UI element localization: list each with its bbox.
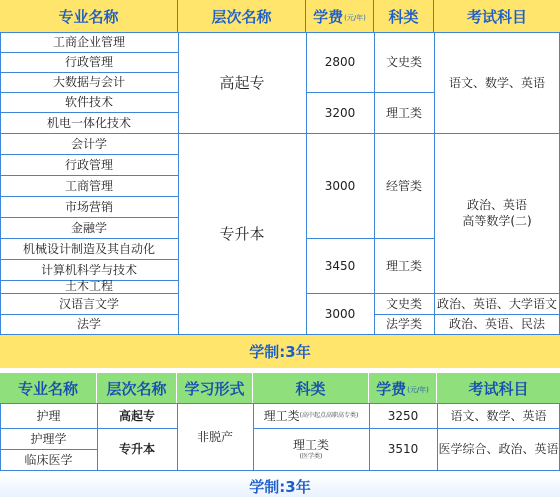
fee-cell: 3510 (387, 442, 419, 456)
major-cell: 软件技术 (64, 95, 113, 109)
major-cell: 汉语言文学 (58, 296, 119, 311)
major-cell: 会计学 (70, 136, 107, 151)
major-cell: 金融学 (70, 220, 107, 235)
table1-header-exam: 考试科目 (466, 7, 527, 26)
table2-header-fee: 学费 (元/年) (369, 373, 437, 403)
major-cell: 工商企业管理 (52, 35, 125, 49)
fee-cell: 3200 (324, 105, 356, 120)
category-cell: 理工类 (385, 258, 422, 273)
level-cell: 高起专 (118, 408, 155, 423)
fee-cell: 2800 (324, 55, 356, 69)
level-cell: 专升本 (219, 224, 265, 243)
major-cell: 行政管理 (64, 55, 113, 69)
category-cell (253, 428, 369, 470)
category-cell: 文史类 (385, 55, 422, 69)
category-cell: 法学类 (385, 317, 422, 331)
table2-header-category: 科类 (253, 373, 369, 403)
fee-cell: 3450 (324, 258, 356, 273)
fee-cell: 3000 (324, 306, 356, 321)
exam-cell: 政治、英语、大学语文 (436, 296, 557, 311)
table2-duration-band (0, 475, 560, 497)
level-cell: 高起专 (219, 73, 265, 92)
exam-cell: 语文、数学、英语 (448, 75, 545, 90)
table1-header-major: 专业名称 (0, 0, 178, 32)
category-note: (医学类) (299, 453, 323, 460)
category-name: 理工类 (263, 408, 300, 423)
duration-label: 学制:3年 (249, 343, 311, 361)
exam-line: 政治、英语 (466, 198, 527, 212)
major-cell: 计算机科学与技术 (40, 262, 137, 277)
table1-header-category: 科类 (374, 0, 434, 32)
category-note: (高中起点高职高专类) (299, 411, 359, 419)
table2-header-exam: 考试科目 (468, 379, 529, 398)
table2-header-level: 层次名称 (97, 373, 177, 403)
table1-header-level: 层次名称 (178, 0, 306, 32)
major-cell: 行政管理 (64, 157, 113, 172)
major-cell: 大数据与会计 (52, 75, 125, 89)
major-cell: 工商管理 (64, 178, 113, 193)
exam-cell: 语文、数学、英语 (450, 408, 547, 423)
exam-cell (434, 133, 560, 293)
exam-cell: 医学综合、政治、英语 (438, 442, 559, 456)
major-cell: 护理学 (30, 431, 67, 446)
exam-line: 高等数学(二) (462, 214, 532, 228)
major-cell: 机械设计制造及其自动化 (22, 241, 155, 256)
study-form-cell: 非脱产 (196, 429, 233, 444)
duration-label: 学制:3年 (249, 477, 311, 496)
table1-duration-band (0, 335, 560, 368)
level-cell: 专升本 (118, 442, 155, 456)
major-cell: 市场营销 (64, 199, 113, 214)
table2-header-major: 专业名称 (0, 373, 97, 403)
table1-header-fee: 学费 (元/年) (306, 0, 374, 32)
major-cell: 护理 (36, 408, 61, 423)
fee-cell: 3250 (387, 408, 419, 423)
major-cell: 法学 (76, 317, 101, 331)
fee-unit: (元/年) (344, 14, 366, 22)
category-cell (253, 403, 369, 428)
category-cell: 经管类 (385, 178, 422, 193)
exam-cell: 政治、英语、民法 (448, 317, 545, 331)
category-cell: 理工类 (385, 105, 422, 120)
fee-cell: 3000 (324, 178, 356, 193)
major-cell: 机电一体化技术 (46, 115, 131, 130)
category-name: 理工类 (292, 438, 329, 452)
major-cell: 临床医学 (24, 452, 73, 467)
fee-unit: (元/年) (407, 386, 429, 394)
category-cell: 文史类 (385, 296, 422, 311)
table2-header-form: 学习形式 (177, 373, 253, 403)
major-cell: 土木工程 (64, 278, 113, 293)
